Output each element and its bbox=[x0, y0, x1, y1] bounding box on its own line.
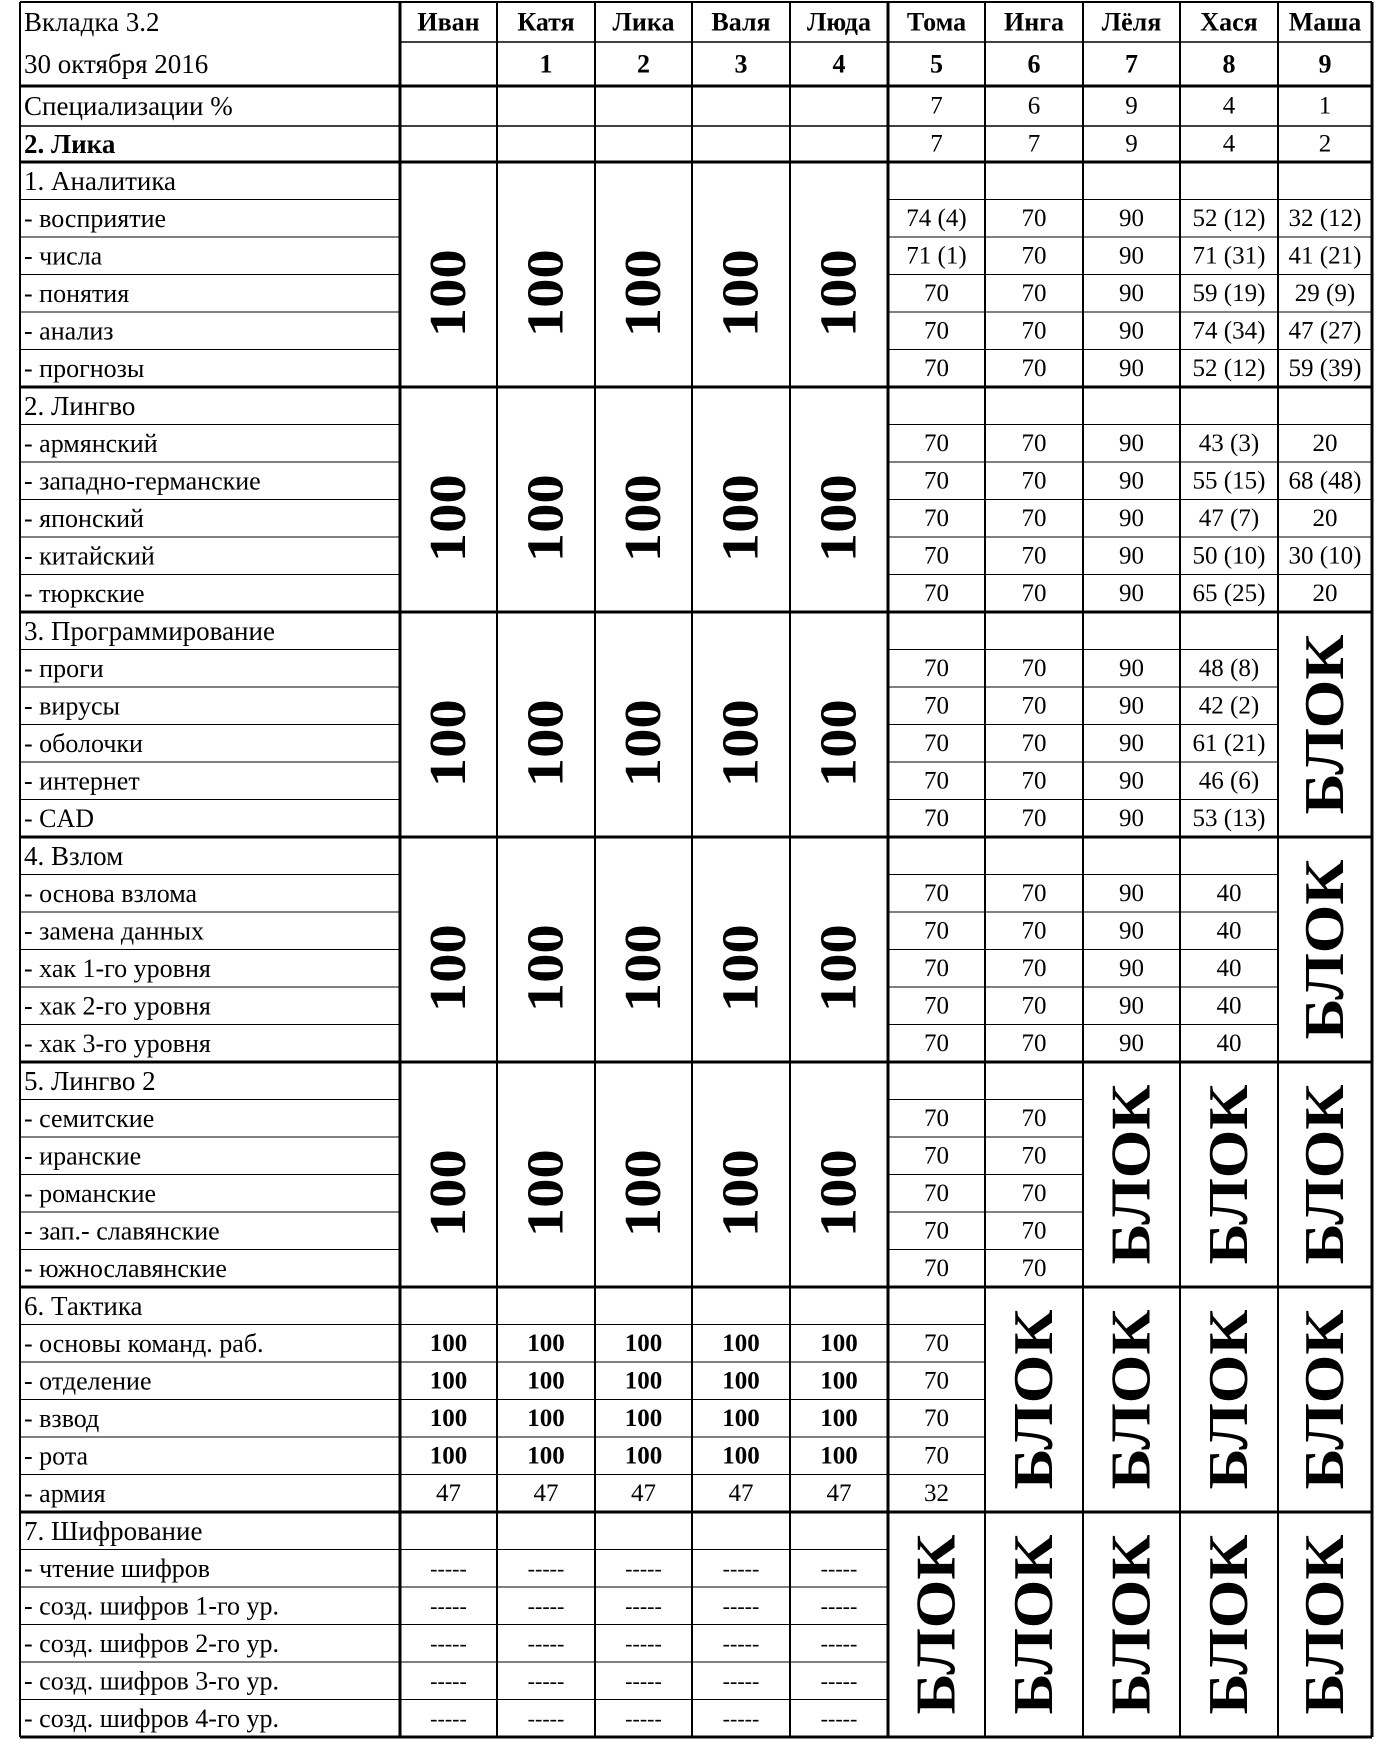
skill-value: 90 bbox=[1119, 542, 1144, 570]
skill-value: 46 (6) bbox=[1198, 767, 1260, 795]
skill-value: 70 bbox=[1021, 317, 1047, 345]
skill-value: 100 bbox=[722, 1329, 760, 1357]
skill-value: 70 bbox=[1021, 204, 1047, 232]
skill-value: 70 bbox=[1021, 954, 1047, 982]
skill-value: 70 bbox=[924, 954, 949, 982]
skill-value: 100 bbox=[722, 1404, 760, 1432]
merged-full-score: 100 bbox=[615, 709, 672, 788]
merged-full-score: 100 bbox=[712, 709, 770, 788]
skill-value: 68 (48) bbox=[1288, 467, 1362, 495]
skill-value: 71 (1) bbox=[906, 242, 967, 270]
person-name: Хася bbox=[1200, 7, 1258, 37]
skill-value: 70 bbox=[1021, 579, 1047, 607]
skill-dash: ----- bbox=[430, 1555, 467, 1581]
skill-dash: ----- bbox=[430, 1593, 467, 1619]
skill-value: 100 bbox=[429, 1404, 468, 1432]
skill-value: 70 bbox=[924, 692, 949, 720]
skill-value: 29 (9) bbox=[1294, 279, 1356, 307]
merged-full-score: 100 bbox=[810, 1159, 868, 1238]
merged-full-score: 100 bbox=[712, 934, 770, 1013]
skill-value: 100 bbox=[527, 1404, 565, 1432]
skill-value: 70 bbox=[924, 1217, 949, 1245]
skill-label: - отделение bbox=[24, 1366, 152, 1396]
skill-dash: ----- bbox=[625, 1705, 662, 1731]
section-title: 7. Шифрование bbox=[24, 1515, 203, 1546]
section-title: 3. Программирование bbox=[24, 615, 275, 646]
merged-full-score: 100 bbox=[615, 934, 672, 1013]
blocked-label: БЛОК bbox=[1100, 1102, 1163, 1265]
person-number: 4 bbox=[832, 49, 846, 79]
skill-value: 90 bbox=[1119, 917, 1144, 945]
merged-full-score: 100 bbox=[420, 1159, 477, 1238]
skill-dash: ----- bbox=[625, 1668, 662, 1694]
skill-value: 90 bbox=[1119, 429, 1144, 457]
lika-value: 2 bbox=[1318, 130, 1332, 158]
merged-full-score: 100 bbox=[517, 709, 575, 788]
skill-label: - анализ bbox=[24, 316, 114, 346]
merged-full-score: 100 bbox=[712, 259, 770, 338]
skill-value: 70 bbox=[1021, 1029, 1047, 1057]
merged-full-score: 100 bbox=[517, 934, 575, 1013]
skill-value: 47 bbox=[728, 1479, 754, 1507]
skill-value: 47 bbox=[436, 1479, 461, 1507]
skill-value: 50 (10) bbox=[1192, 542, 1266, 570]
skill-label: - романские bbox=[24, 1178, 157, 1208]
skill-value: 90 bbox=[1119, 279, 1144, 307]
skill-dash: ----- bbox=[527, 1593, 565, 1619]
skill-label: - чтение шифров bbox=[24, 1553, 211, 1583]
skill-value: 70 bbox=[924, 654, 949, 682]
skill-label: - японский bbox=[24, 503, 144, 533]
skill-value: 70 bbox=[924, 1142, 949, 1170]
blocked-label: БЛОК bbox=[1294, 877, 1356, 1040]
skill-value: 55 (15) bbox=[1192, 467, 1266, 495]
skill-value: 70 bbox=[924, 992, 949, 1020]
skill-value: 43 (3) bbox=[1198, 429, 1260, 457]
skill-label: - созд. шифров 4-го ур. bbox=[24, 1703, 279, 1733]
section-title: 1. Аналитика bbox=[24, 165, 177, 196]
skill-dash: ----- bbox=[625, 1555, 662, 1581]
merged-full-score: 100 bbox=[810, 484, 868, 563]
skill-value: 100 bbox=[429, 1329, 468, 1357]
skill-value: 70 bbox=[1021, 1179, 1047, 1207]
person-name: Инга bbox=[1003, 7, 1065, 37]
skill-value: 42 (2) bbox=[1198, 692, 1260, 720]
person-name: Валя bbox=[711, 7, 771, 37]
merged-full-score: 100 bbox=[420, 259, 477, 338]
skill-dash: ----- bbox=[722, 1668, 760, 1694]
skill-value: 70 bbox=[924, 504, 949, 532]
merged-full-score: 100 bbox=[615, 1159, 672, 1238]
skill-label: - интернет bbox=[24, 766, 140, 796]
specialization-value: 6 bbox=[1027, 92, 1041, 120]
skill-label: - восприятие bbox=[24, 203, 167, 233]
blocked-label: БЛОК bbox=[1294, 1552, 1356, 1715]
skill-dash: ----- bbox=[527, 1555, 565, 1581]
skill-label: - вирусы bbox=[24, 691, 121, 721]
skill-label: - хак 2-го уровня bbox=[24, 991, 211, 1021]
skill-dash: ----- bbox=[527, 1705, 565, 1731]
sheet-title: Вкладка 3.2 bbox=[24, 7, 160, 37]
skill-value: 90 bbox=[1119, 879, 1144, 907]
skill-value: 47 bbox=[826, 1479, 852, 1507]
blocked-label: БЛОК bbox=[1198, 1102, 1260, 1265]
skill-value: 100 bbox=[820, 1329, 858, 1357]
skill-value: 70 bbox=[924, 767, 949, 795]
merged-full-score: 100 bbox=[420, 934, 477, 1013]
specialization-value: 7 bbox=[930, 92, 943, 120]
skill-value: 59 (19) bbox=[1192, 279, 1266, 307]
skill-value: 20 bbox=[1312, 579, 1338, 607]
skill-dash: ----- bbox=[430, 1668, 467, 1694]
person-name: Люда bbox=[807, 7, 871, 37]
skill-value: 70 bbox=[1021, 692, 1047, 720]
skill-value: 70 bbox=[1021, 467, 1047, 495]
blocked-label: БЛОК bbox=[1003, 1552, 1065, 1715]
merged-full-score: 100 bbox=[517, 259, 575, 338]
specialization-value: 9 bbox=[1125, 92, 1138, 120]
skill-dash: ----- bbox=[820, 1705, 858, 1731]
skill-value: 100 bbox=[624, 1329, 663, 1357]
skill-dash: ----- bbox=[527, 1668, 565, 1694]
skill-dash: ----- bbox=[527, 1630, 565, 1656]
skill-label: - замена данных bbox=[24, 916, 204, 946]
skill-value: 70 bbox=[1021, 729, 1047, 757]
skill-value: 70 bbox=[1021, 354, 1047, 382]
skill-value: 47 bbox=[533, 1479, 559, 1507]
skill-value: 90 bbox=[1119, 954, 1144, 982]
skill-label: - тюркские bbox=[24, 578, 145, 608]
skill-value: 47 (7) bbox=[1198, 504, 1260, 532]
skill-value: 100 bbox=[820, 1442, 858, 1470]
skill-value: 70 bbox=[1021, 992, 1047, 1020]
merged-full-score: 100 bbox=[517, 484, 575, 563]
skill-value: 90 bbox=[1119, 242, 1144, 270]
skill-value: 48 (8) bbox=[1198, 654, 1260, 682]
merged-full-score: 100 bbox=[810, 709, 868, 788]
skill-value: 70 bbox=[924, 1329, 949, 1357]
skill-value: 90 bbox=[1119, 579, 1144, 607]
blocked-label: БЛОК bbox=[1100, 1327, 1163, 1490]
skill-value: 70 bbox=[924, 917, 949, 945]
skill-value: 40 bbox=[1216, 879, 1242, 907]
skill-value: 52 (12) bbox=[1192, 354, 1266, 382]
skill-value: 70 bbox=[924, 1367, 949, 1395]
skill-label: - хак 3-го уровня bbox=[24, 1028, 211, 1058]
skill-value: 90 bbox=[1119, 692, 1144, 720]
skill-value: 70 bbox=[1021, 429, 1047, 457]
skill-value: 70 bbox=[1021, 1217, 1047, 1245]
person-number: 3 bbox=[734, 49, 748, 79]
blocked-label: БЛОК bbox=[1198, 1327, 1260, 1490]
skill-label: - прогнозы bbox=[24, 353, 145, 383]
blocked-label: БЛОК bbox=[1100, 1552, 1163, 1715]
person-number: 5 bbox=[930, 49, 943, 79]
skill-dash: ----- bbox=[430, 1705, 467, 1731]
person-number: 8 bbox=[1222, 49, 1236, 79]
person-name: Лёля bbox=[1101, 7, 1162, 37]
lika-value: 9 bbox=[1125, 130, 1138, 158]
skill-value: 32 bbox=[924, 1479, 949, 1507]
blocked-label: БЛОК bbox=[905, 1552, 968, 1715]
skill-value: 71 (31) bbox=[1192, 242, 1266, 270]
merged-full-score: 100 bbox=[615, 484, 672, 563]
skill-label: - числа bbox=[24, 241, 103, 271]
skill-value: 100 bbox=[820, 1367, 858, 1395]
skill-label: - китайский bbox=[24, 541, 155, 571]
specialization-value: 1 bbox=[1318, 92, 1332, 120]
skill-value: 70 bbox=[924, 879, 949, 907]
skill-value: 90 bbox=[1119, 1029, 1144, 1057]
skill-value: 100 bbox=[722, 1367, 760, 1395]
person-name: Маша bbox=[1288, 7, 1362, 37]
skill-label: - южнославянские bbox=[24, 1253, 227, 1283]
person-name: Тома bbox=[906, 7, 967, 37]
skill-label: - созд. шифров 3-го ур. bbox=[24, 1666, 279, 1696]
skill-value: 70 bbox=[924, 467, 949, 495]
skill-value: 70 bbox=[1021, 1142, 1047, 1170]
skill-value: 100 bbox=[820, 1404, 858, 1432]
skill-value: 61 (21) bbox=[1192, 729, 1266, 757]
section-title: 4. Взлом bbox=[24, 840, 124, 871]
skill-value: 100 bbox=[527, 1367, 565, 1395]
skill-label: - основа взлома bbox=[24, 878, 198, 908]
skill-dash: ----- bbox=[820, 1668, 858, 1694]
skill-value: 100 bbox=[624, 1442, 663, 1470]
person-name: Иван bbox=[417, 7, 480, 37]
skill-label: - хак 1-го уровня bbox=[24, 953, 211, 983]
skill-dash: ----- bbox=[820, 1630, 858, 1656]
skill-value: 53 (13) bbox=[1192, 804, 1266, 832]
skill-label: - CAD bbox=[24, 803, 95, 833]
skill-label: - семитские bbox=[24, 1103, 155, 1133]
skill-value: 30 (10) bbox=[1288, 542, 1362, 570]
lika-value: 7 bbox=[930, 130, 943, 158]
skill-label: - зап.- славянские bbox=[24, 1216, 220, 1246]
skill-value: 20 bbox=[1312, 429, 1338, 457]
merged-full-score: 100 bbox=[615, 259, 672, 338]
skill-value: 100 bbox=[722, 1442, 760, 1470]
skill-value: 70 bbox=[1021, 1254, 1047, 1282]
skill-value: 70 bbox=[1021, 279, 1047, 307]
merged-full-score: 100 bbox=[420, 484, 477, 563]
skill-value: 70 bbox=[924, 429, 949, 457]
person-name: Лика bbox=[612, 7, 675, 37]
skill-value: 90 bbox=[1119, 804, 1144, 832]
skill-value: 70 bbox=[1021, 242, 1047, 270]
skill-value: 47 bbox=[631, 1479, 656, 1507]
skill-value: 70 bbox=[924, 1442, 949, 1470]
skill-value: 65 (25) bbox=[1192, 579, 1266, 607]
person-number: 1 bbox=[539, 49, 553, 79]
skill-value: 90 bbox=[1119, 317, 1144, 345]
skill-value: 70 bbox=[1021, 504, 1047, 532]
skill-label: - армия bbox=[24, 1478, 106, 1508]
skill-value: 100 bbox=[527, 1442, 565, 1470]
lika-value: 7 bbox=[1027, 130, 1041, 158]
skill-value: 32 (12) bbox=[1288, 204, 1362, 232]
merged-full-score: 100 bbox=[517, 1159, 575, 1238]
skill-value: 70 bbox=[1021, 654, 1047, 682]
person-number: 2 bbox=[637, 49, 650, 79]
blocked-label: БЛОК bbox=[1294, 1327, 1356, 1490]
skill-value: 41 (21) bbox=[1288, 242, 1362, 270]
skill-label: - взвод bbox=[24, 1403, 100, 1433]
skill-value: 70 bbox=[1021, 542, 1047, 570]
skill-value: 70 bbox=[924, 542, 949, 570]
skill-value: 70 bbox=[924, 1179, 949, 1207]
merged-full-score: 100 bbox=[810, 934, 868, 1013]
skill-label: - проги bbox=[24, 653, 104, 683]
skill-label: - созд. шифров 2-го ур. bbox=[24, 1628, 279, 1658]
skill-value: 70 bbox=[1021, 804, 1047, 832]
skill-value: 47 (27) bbox=[1288, 317, 1362, 345]
merged-full-score: 100 bbox=[712, 1159, 770, 1238]
skill-dash: ----- bbox=[722, 1593, 760, 1619]
merged-full-score: 100 bbox=[420, 709, 477, 788]
skill-dash: ----- bbox=[625, 1630, 662, 1656]
skill-dash: ----- bbox=[722, 1555, 760, 1581]
skill-dash: ----- bbox=[820, 1593, 858, 1619]
skill-label: - иранские bbox=[24, 1141, 142, 1171]
lika-label: 2. Лика bbox=[24, 129, 116, 159]
skill-value: 70 bbox=[924, 1029, 949, 1057]
skill-value: 52 (12) bbox=[1192, 204, 1266, 232]
skill-label: - армянский bbox=[24, 428, 158, 458]
skill-label: - созд. шифров 1-го ур. bbox=[24, 1591, 279, 1621]
person-number: 7 bbox=[1125, 49, 1138, 79]
skill-label: - понятия bbox=[24, 278, 130, 308]
skill-value: 40 bbox=[1216, 1029, 1242, 1057]
skill-value: 70 bbox=[924, 579, 949, 607]
skill-value: 70 bbox=[924, 279, 949, 307]
skill-value: 90 bbox=[1119, 467, 1144, 495]
skill-value: 70 bbox=[924, 729, 949, 757]
merged-full-score: 100 bbox=[712, 484, 770, 563]
section-title: 2. Лингво bbox=[24, 390, 136, 421]
skill-value: 90 bbox=[1119, 767, 1144, 795]
person-name: Катя bbox=[517, 7, 575, 37]
specializations-label: Специализации % bbox=[24, 91, 233, 121]
skill-value: 20 bbox=[1312, 504, 1338, 532]
person-number: 6 bbox=[1027, 49, 1041, 79]
skill-value: 100 bbox=[429, 1442, 468, 1470]
skill-value: 74 (4) bbox=[906, 204, 967, 232]
skill-value: 70 bbox=[924, 354, 949, 382]
blocked-label: БЛОК bbox=[1294, 652, 1356, 815]
skill-value: 100 bbox=[624, 1367, 663, 1395]
skill-value: 70 bbox=[1021, 767, 1047, 795]
skill-value: 70 bbox=[924, 317, 949, 345]
person-number: 9 bbox=[1318, 49, 1332, 79]
skill-label: - рота bbox=[24, 1441, 89, 1471]
skill-dash: ----- bbox=[722, 1705, 760, 1731]
blocked-label: БЛОК bbox=[1294, 1102, 1356, 1265]
skill-value: 40 bbox=[1216, 992, 1242, 1020]
skill-dash: ----- bbox=[625, 1593, 662, 1619]
skill-dash: ----- bbox=[820, 1555, 858, 1581]
specialization-value: 4 bbox=[1222, 92, 1236, 120]
skill-value: 90 bbox=[1119, 992, 1144, 1020]
skill-value: 90 bbox=[1119, 354, 1144, 382]
skill-value: 70 bbox=[1021, 917, 1047, 945]
skill-dash: ----- bbox=[722, 1630, 760, 1656]
skill-value: 40 bbox=[1216, 954, 1242, 982]
skill-dash: ----- bbox=[430, 1630, 467, 1656]
skill-value: 70 bbox=[924, 1404, 949, 1432]
blocked-label: БЛОК bbox=[1198, 1552, 1260, 1715]
skill-value: 70 bbox=[924, 804, 949, 832]
lika-value: 4 bbox=[1222, 130, 1236, 158]
skill-value: 90 bbox=[1119, 729, 1144, 757]
skill-value: 70 bbox=[924, 1254, 949, 1282]
skill-label: - оболочки bbox=[24, 728, 143, 758]
merged-full-score: 100 bbox=[810, 259, 868, 338]
skill-value: 70 bbox=[924, 1104, 949, 1132]
skill-value: 90 bbox=[1119, 204, 1144, 232]
skill-value: 90 bbox=[1119, 654, 1144, 682]
skill-value: 100 bbox=[624, 1404, 663, 1432]
skill-value: 100 bbox=[527, 1329, 565, 1357]
sheet-date: 30 октября 2016 bbox=[24, 49, 209, 79]
section-title: 6. Тактика bbox=[24, 1290, 143, 1321]
skill-value: 100 bbox=[429, 1367, 468, 1395]
skill-value: 74 (34) bbox=[1192, 317, 1266, 345]
skill-value: 40 bbox=[1216, 917, 1242, 945]
skill-value: 90 bbox=[1119, 504, 1144, 532]
skill-label: - основы команд. раб. bbox=[24, 1328, 264, 1358]
skill-value: 70 bbox=[1021, 879, 1047, 907]
skill-label: - западно-германские bbox=[24, 466, 261, 496]
skill-value: 59 (39) bbox=[1288, 354, 1362, 382]
blocked-label: БЛОК bbox=[1003, 1327, 1065, 1490]
skill-value: 70 bbox=[1021, 1104, 1047, 1132]
section-title: 5. Лингво 2 bbox=[24, 1065, 156, 1096]
